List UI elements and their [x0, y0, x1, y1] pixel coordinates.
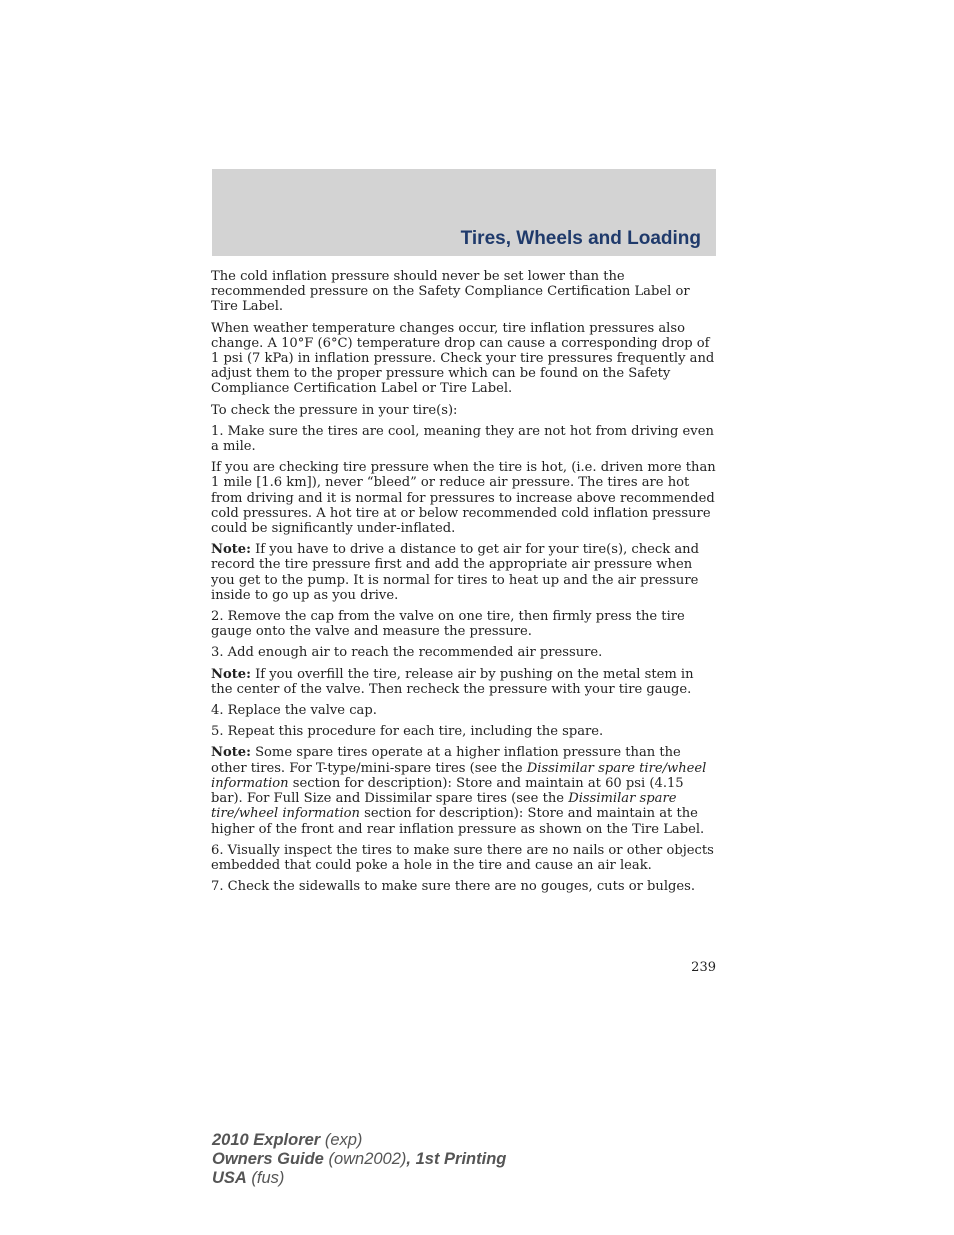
footer-line-guide: Owners Guide (own2002), 1st Printing	[212, 1150, 507, 1168]
cross-reference-dissimilar-spare: Dissimilar spare tire/wheel information	[211, 791, 677, 822]
note-text: If you overfill the tire, release air by pushing on the metal stem in the center of the valve. Then recheck the pressure with your tire gauge.	[211, 666, 694, 697]
note-spare-tires	[211, 745, 716, 836]
note-label: Note:	[211, 666, 251, 682]
step-1: 1. Make sure the tires are cool, meaning they are not hot from driving even a mile.	[211, 423, 714, 455]
step-2: 2. Remove the cap from the valve on one tire, then firmly press the tire gauge onto the valve and measure the pressure.	[211, 609, 685, 640]
step-5: 5. Repeat this procedure for each tire, including the spare.	[211, 724, 604, 740]
footer-line-market: USA (fus)	[212, 1169, 285, 1187]
paragraph-cold-inflation: The cold inflation pressure should never be set lower than the recommended pressure on the Safety Compliance Certification Label or Tire Label.	[211, 269, 690, 315]
note-text: section for description): Store and maintain at 60 psi (4.15 bar). For Full Size and Dissimilar spare tires (see the	[211, 775, 684, 807]
note-overfill	[211, 667, 716, 697]
note-label: Note:	[211, 745, 251, 761]
footer-line-model: 2010 Explorer (exp)	[212, 1131, 363, 1149]
step-6: 6. Visually inspect the tires to make sure there are no nails or other objects embedded that could poke a hole in the tire and cause an air leak.	[211, 842, 714, 873]
cross-reference-dissimilar-spare: Dissimilar spare tire/wheel information	[211, 760, 707, 791]
paragraph-temperature-changes: When weather temperature changes occur, tire inflation pressures also change. A 10°F (6°C) temperature drop can cause a corresponding drop of 1 psi (7 kPa) in inflation pressure. Check your tire pressures frequently and adjust them to the proper pressure which can be found on the Safety Compliance Certification Label or Tire Label.	[211, 320, 715, 397]
page-body	[211, 269, 716, 900]
note-text: section for description): Store and maintain at the higher of the front and rear inflation pressure as shown on the Tire Label.	[211, 806, 705, 837]
step-7: 7. Check the sidewalls to make sure there are no gouges, cuts or bulges.	[211, 879, 696, 895]
note-text: If you have to drive a distance to get air for your tire(s), check and record the tire pressure first and add the appropriate air pressure when you get to the pump. It is normal for tires to heat up and the air pressure inside to go up as you drive.	[211, 542, 699, 603]
note-drive-distance	[211, 542, 716, 603]
step-3: 3. Add enough air to reach the recommended air pressure.	[211, 645, 603, 661]
step-4: 4. Replace the valve cap.	[211, 703, 377, 719]
section-header-band	[212, 169, 716, 256]
paragraph-hot-tire: If you are checking tire pressure when the tire is hot, (i.e. driven more than 1 mile [1.6 km]), never “bleed” or reduce air pressure. The tires are hot from driving and it is normal for pressures to increase above recommended cold pressures. A hot tire at or below recommended cold inflation pressure could be significantly under-inflated.	[211, 460, 716, 537]
note-text: Some spare tires operate at a higher inflation pressure than the other tires. For T-type/mini-spare tires (see the	[211, 745, 681, 776]
publication-footer	[212, 1131, 506, 1188]
section-title: Tires, Wheels and Loading	[460, 228, 701, 249]
note-label: Note:	[211, 542, 251, 558]
paragraph-check-intro: To check the pressure in your tire(s):	[211, 402, 458, 418]
page-number: 239	[691, 960, 716, 975]
